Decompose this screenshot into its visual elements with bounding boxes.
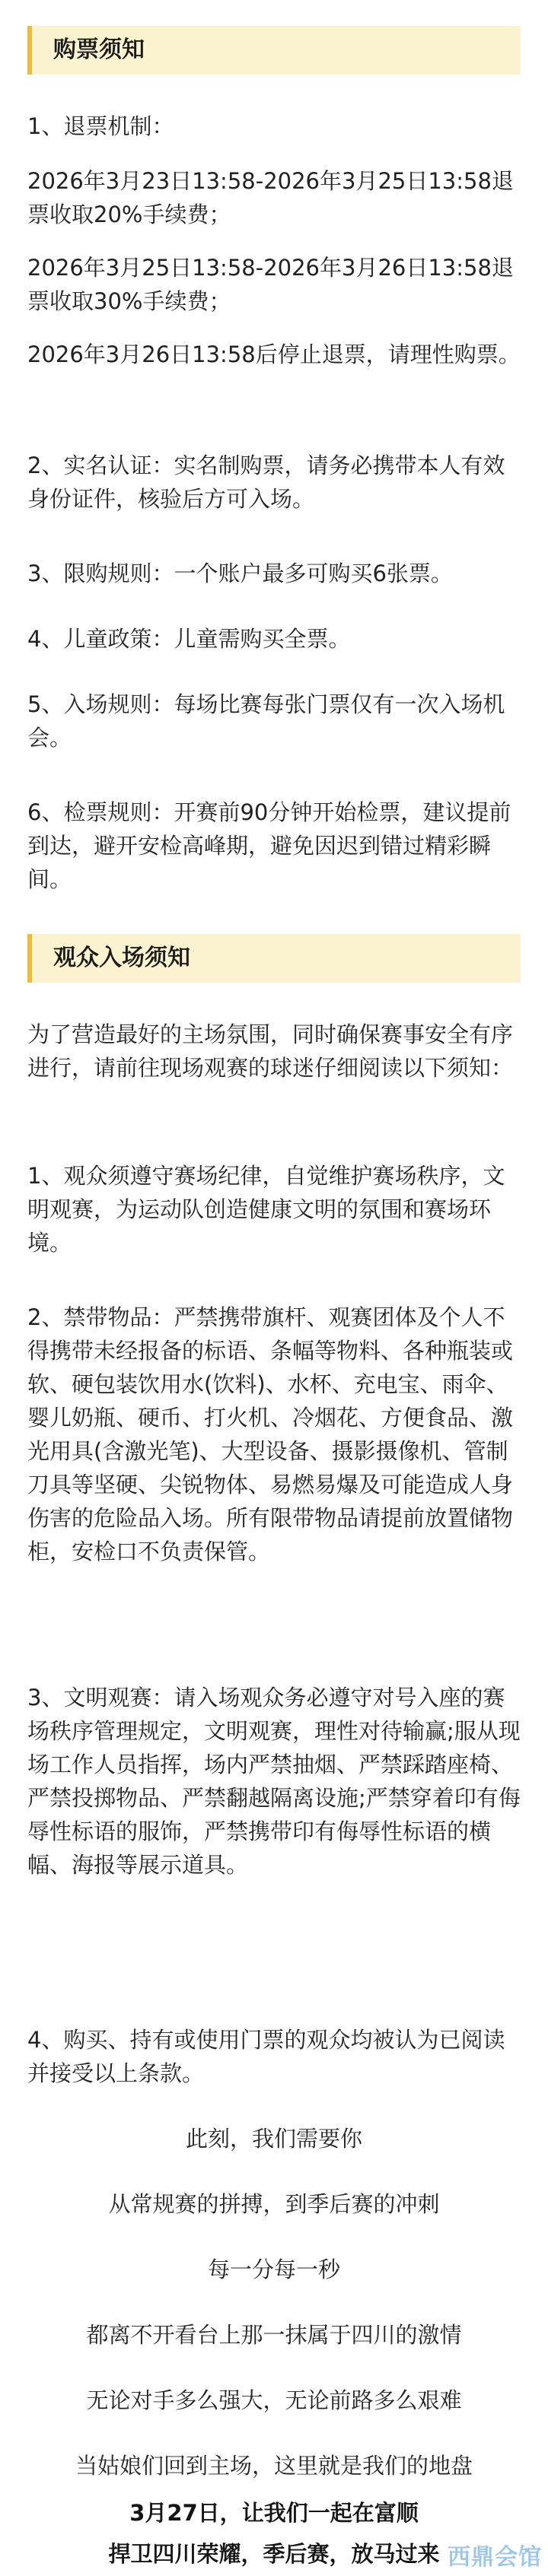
entry-notice-header <box>27 934 521 983</box>
ticket-notice-title: 购票须知 <box>53 37 145 63</box>
child-policy-rule: 4、儿童政策：儿童需购买全票。 <box>27 626 351 652</box>
closing-bold-line: 捍卫四川荣耀，季后赛，放马过来 <box>108 2541 440 2567</box>
refund-stop: 2026年3月26日13:58后停止退票，请理性购票。 <box>27 341 521 367</box>
closing-line: 每一分每一秒 <box>207 2257 340 2282</box>
entry-rule-prohibited-items: 2、禁带物品：严禁携带旗杆、观赛团体及个人不得携带未经报备的标语、条幅等物料、各种瓶装或软、硬包装饮用水(饮料)、水杯、充电宝、雨伞、婴儿奶瓶、硬币、打火机、冷烟花、方便食品、激光用具(含激光笔)、大型设备、摄影摄像机、管制刀具等坚硬、尖锐物体、易燃易爆及可能造成人身伤害的危险品入场。所有限带物品请提前放置储物柜，安检口不负责保管。 <box>27 1304 514 1564</box>
entry-rule-civilized-viewing: 3、文明观赛：请入场观众务必遵守对号入座的赛场秩序管理规定，文明观赛，理性对待输赢;服从现场工作人员指挥，场内严禁抽烟、严禁踩踏座椅、严禁投掷物品、严禁翻越隔离设施;严禁穿着印有侮辱性标语的服饰，严禁携带印有侮辱性标语的横幅、海报等展示道具。 <box>27 1685 521 1878</box>
closing-line: 此刻，我们需要你 <box>185 2126 362 2152</box>
refund-tier-30: 2026年3月25日13:58-2026年3月26日13:58退票收取30%手续费； <box>27 255 514 314</box>
watermark-text: 西鼎会馆 <box>448 2544 542 2571</box>
closing-line: 当姑娘们回到主场，这里就是我们的地盘 <box>75 2453 473 2479</box>
ticket-notice-header <box>27 26 521 75</box>
closing-line: 都离不开看台上那一抹属于四川的激情 <box>86 2322 462 2348</box>
entry-intro: 为了营造最好的主场氛围，同时确保赛事安全有序进行，请前往现场观赛的球迷仔细阅读以下须知： <box>27 1021 514 1081</box>
refund-tier-20: 2026年3月23日13:58-2026年3月25日13:58退票收取20%手续费； <box>27 168 514 227</box>
site-watermark-logo <box>428 2538 542 2571</box>
closing-line: 无论对手多么强大，无论前路多么艰难 <box>86 2387 462 2413</box>
entry-rule-acceptance: 4、购买、持有或使用门票的观众均被认为已阅读并接受以上条款。 <box>27 2027 505 2086</box>
refund-policy-heading: 1、退票机制： <box>27 113 174 139</box>
ticket-check-rule: 6、检票规则：开赛前90分钟开始检票，建议提前到达，避开安检高峰期，避免因迟到错过精彩瞬间。 <box>27 799 511 892</box>
purchase-limit-rule: 3、限购规则：一个账户最多可购买6张票。 <box>27 561 453 586</box>
closing-line: 从常规赛的拼搏，到季后赛的冲刺 <box>108 2191 440 2217</box>
entry-rule: 5、入场规则：每场比赛每张门票仅有一次入场机会。 <box>27 691 505 751</box>
closing-bold-line: 3月27日，让我们一起在富顺 <box>129 2500 419 2526</box>
entry-rule-discipline: 1、观众须遵守赛场纪律，自觉维护赛场秩序，文明观赛，为运动队创造健康文明的氛围和赛场环境。 <box>27 1163 505 1256</box>
header-accent-bar <box>27 26 32 75</box>
header-accent-bar <box>27 934 32 983</box>
entry-notice-title: 观众入场须知 <box>53 945 190 971</box>
real-name-rule: 2、实名认证：实名制购票，请务必携带本人有效身份证件，核验后方可入场。 <box>27 453 505 512</box>
